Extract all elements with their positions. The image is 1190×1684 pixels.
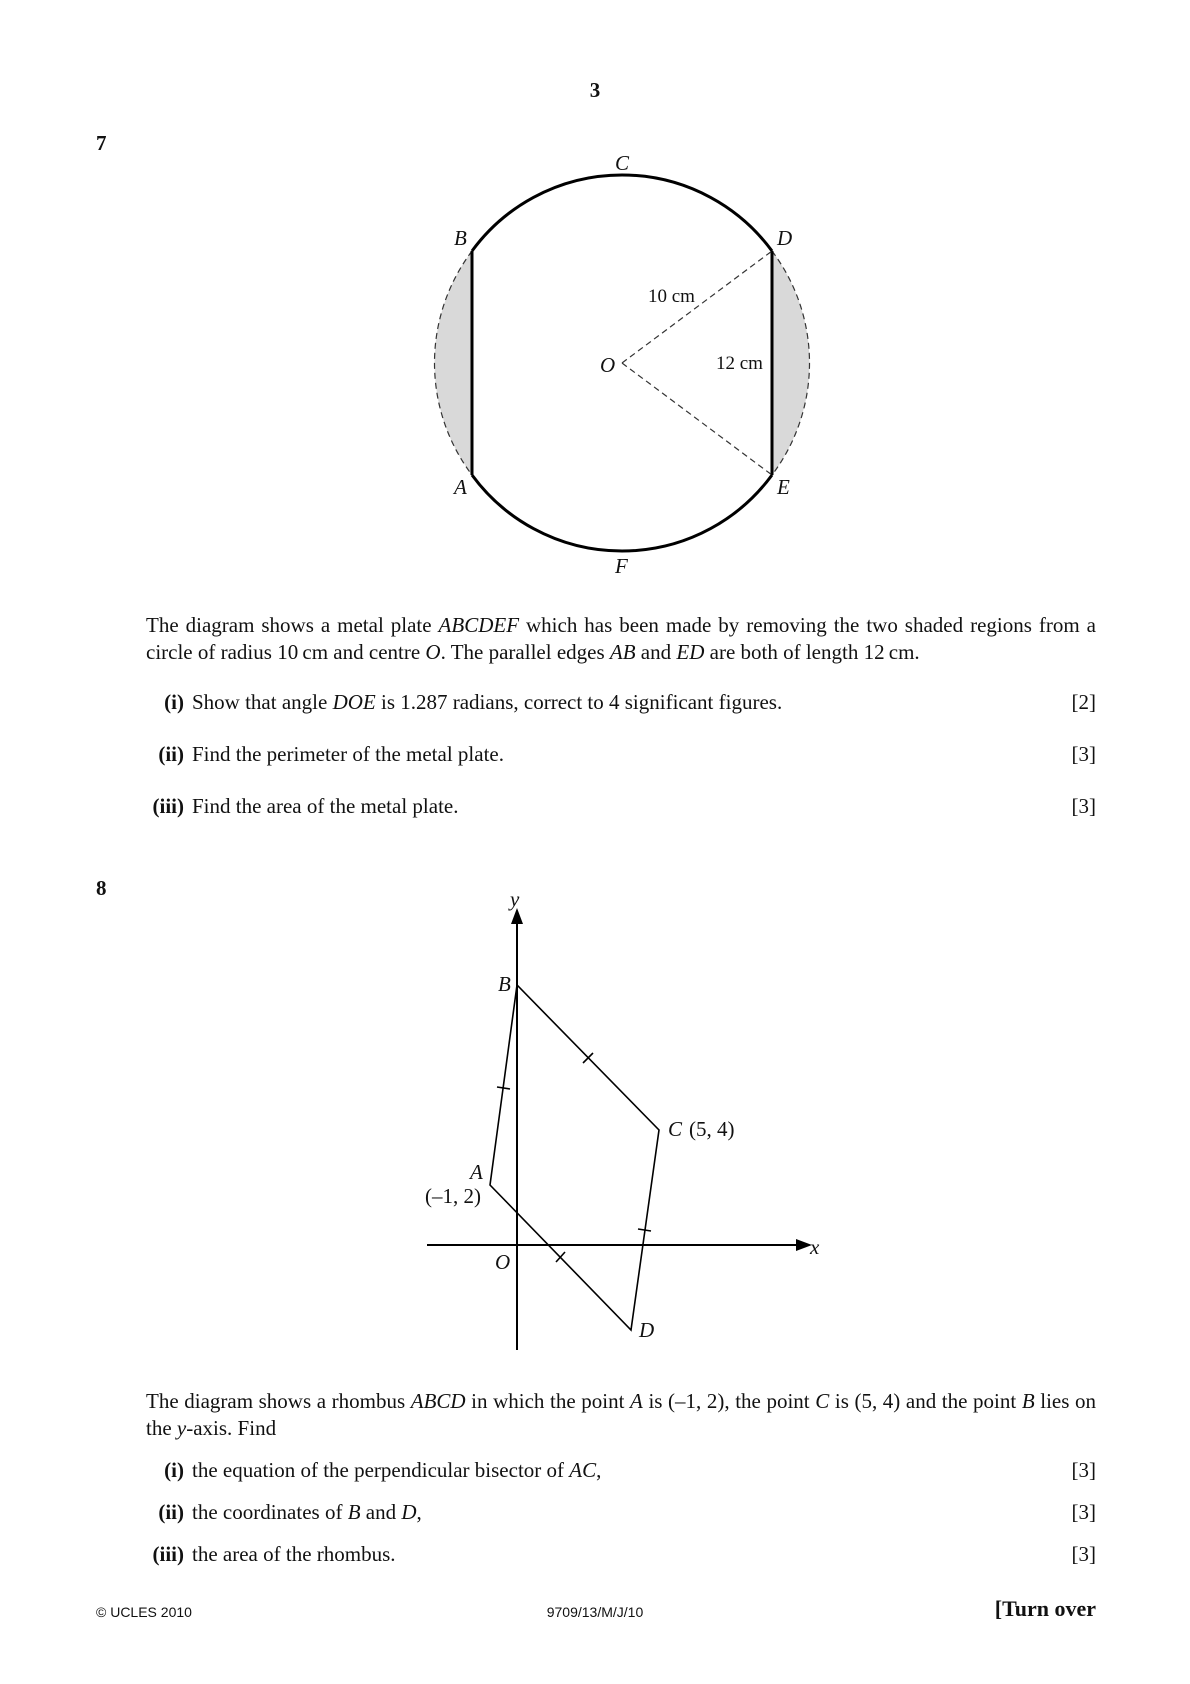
part-text <box>192 690 782 715</box>
coord-c: (5, 4) <box>689 1117 735 1141</box>
part-text: Find the area of the metal plate. <box>192 794 459 818</box>
part-label: (iii) <box>152 1542 184 1566</box>
q8-part-ii <box>146 1500 1096 1528</box>
label-c: C <box>668 1117 683 1141</box>
part-text: the area of the rhombus. <box>192 1542 396 1566</box>
part-text <box>192 1458 601 1483</box>
label-f: F <box>615 554 628 578</box>
radius-length-label: 10 cm <box>648 286 695 307</box>
part-label: (ii) <box>158 742 184 766</box>
part-marks: [3] <box>1071 1500 1096 1524</box>
label-a: A <box>470 1160 483 1184</box>
part-text-segment: Show that angle <box>192 690 333 714</box>
q7-stem-text: which has been made by removing the two shaded regions from a circle of radius 10 cm and centre <box>146 613 1096 664</box>
part-marks: [3] <box>1071 1458 1096 1482</box>
q7-stem-var: ABCDEF <box>438 613 520 637</box>
part-text-segment: the equation of the perpendicular bisector of <box>192 1458 570 1482</box>
part-var: D <box>401 1500 417 1524</box>
arc-afe <box>472 475 772 551</box>
q8-part-iii <box>146 1542 1096 1570</box>
part-marks: [3] <box>1071 794 1096 818</box>
q7-stem-text: are both of length 12 cm. <box>704 640 920 664</box>
q8-stem-text: lies on the <box>146 1389 1096 1440</box>
q7-stem-text: . The parallel edges <box>440 640 610 664</box>
origin-label: O <box>495 1250 511 1274</box>
q7-part-i <box>146 690 1096 718</box>
q7-stem-text: and <box>635 640 677 664</box>
part-var: B <box>347 1500 361 1524</box>
part-text-segment: , <box>596 1458 602 1482</box>
question-8-number: 8 <box>96 876 107 900</box>
turn-over: [Turn over <box>994 1596 1096 1621</box>
q8-part-i <box>146 1458 1096 1486</box>
part-marks: [3] <box>1071 742 1096 766</box>
q7-stem-var: AB <box>609 640 636 664</box>
part-label: (i) <box>164 1458 184 1482</box>
label-d: D <box>639 1318 655 1342</box>
q8-stem-text: The diagram shows a rhombus <box>146 1389 411 1413</box>
part-label: (iii) <box>152 794 184 818</box>
q8-stem-text: in which the point <box>465 1389 631 1413</box>
part-label: (i) <box>164 690 184 714</box>
q7-part-iii <box>146 794 1096 822</box>
label-b: B <box>498 972 511 996</box>
radius-od <box>622 251 772 363</box>
rhombus-abcd <box>490 985 659 1330</box>
q8-rhombus-diagram <box>0 880 1190 1360</box>
coord-a: (–1, 2) <box>425 1184 481 1208</box>
q7-part-ii <box>146 742 1096 770</box>
copyright: © UCLES 2010 <box>96 1604 192 1620</box>
label-a: A <box>454 475 467 499</box>
label-e: E <box>777 475 790 499</box>
q8-stem-var: y <box>176 1416 187 1440</box>
part-text-segment: is 1.287 radians, correct to 4 significant figures. <box>375 690 783 714</box>
q7-stem-var: ED <box>676 640 705 664</box>
x-axis-label: x <box>810 1235 820 1259</box>
label-o: O <box>600 353 616 377</box>
shaded-segment-right <box>772 251 810 475</box>
q7-stem-text: The diagram shows a metal plate <box>146 613 439 637</box>
q8-stem-var: C <box>815 1389 830 1413</box>
part-var: AC <box>569 1458 597 1482</box>
part-text-segment: the coordinates of <box>192 1500 348 1524</box>
question-7-number: 7 <box>96 131 107 155</box>
part-marks: [3] <box>1071 1542 1096 1566</box>
tick-cd <box>638 1229 651 1231</box>
chord-length-label: 12 cm <box>716 353 763 374</box>
part-var: DOE <box>332 690 376 714</box>
q7-circle-diagram <box>0 0 1190 600</box>
part-text-segment: , <box>416 1500 422 1524</box>
radius-oe <box>622 363 772 475</box>
label-c: C <box>615 151 630 175</box>
q8-stem-var: ABCD <box>410 1389 466 1413</box>
q8-stem-text: is (5, 4) and the point <box>829 1389 1022 1413</box>
part-label: (ii) <box>158 1500 184 1524</box>
arc-bcd <box>472 175 772 251</box>
part-text <box>192 1500 422 1525</box>
y-axis-label: y <box>510 887 520 911</box>
page-number: 3 <box>589 78 601 102</box>
q8-stem <box>146 1388 1096 1442</box>
q7-stem-var: O <box>425 640 441 664</box>
shaded-segment-left <box>434 251 472 475</box>
tick-ab <box>497 1087 510 1089</box>
q8-stem-text: is (–1, 2), the point <box>642 1389 816 1413</box>
paper-code: 9709/13/M/J/10 <box>546 1604 644 1620</box>
part-text-segment: and <box>360 1500 402 1524</box>
part-marks: [2] <box>1071 690 1096 714</box>
q8-stem-var: B <box>1021 1389 1035 1413</box>
part-text: Find the perimeter of the metal plate. <box>192 742 504 766</box>
q7-stem <box>146 612 1096 666</box>
label-d: D <box>777 226 793 250</box>
q8-stem-text: -axis. Find <box>186 1416 277 1440</box>
q8-stem-var: A <box>630 1389 643 1413</box>
label-b: B <box>454 226 467 250</box>
